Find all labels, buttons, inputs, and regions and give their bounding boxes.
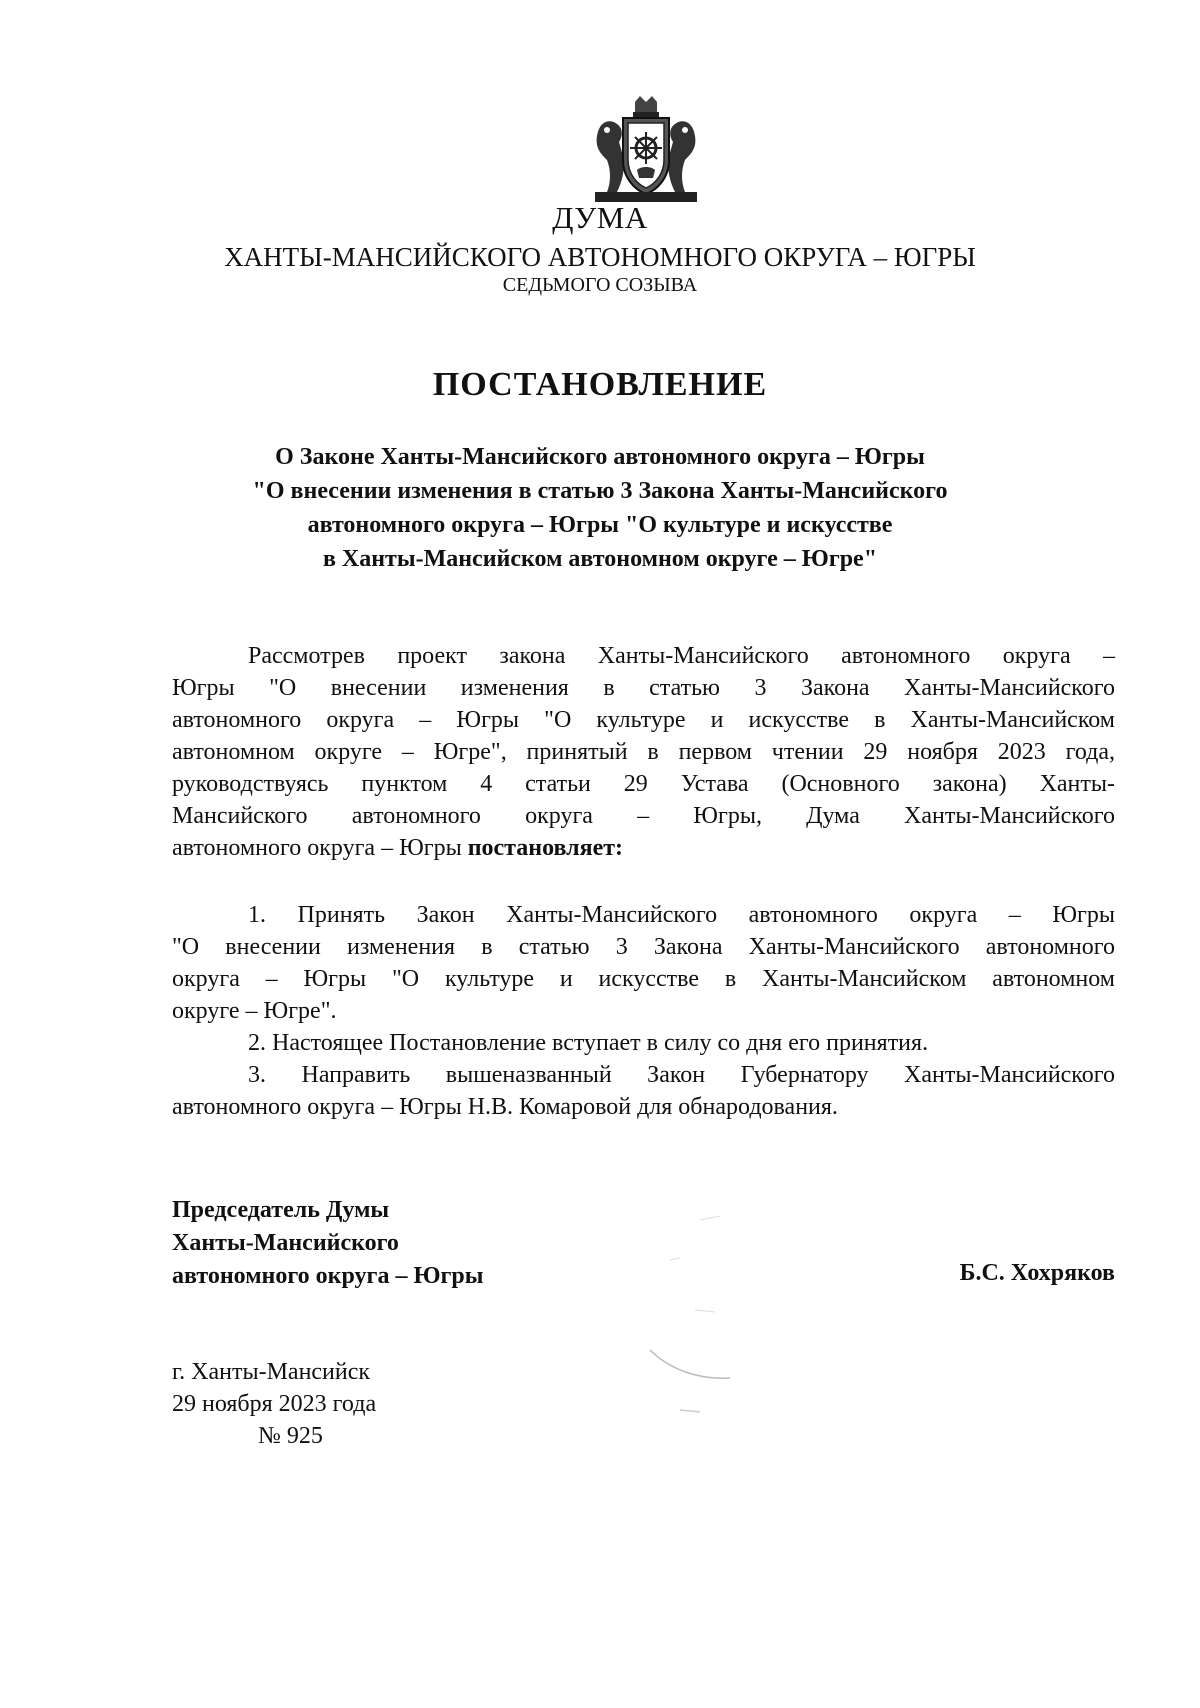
preamble-line-last bbox=[172, 832, 1115, 864]
org-region: ХАНТЫ-МАНСИЙСКОГО АВТОНОМНОГО ОКРУГА – ЮГРЫ bbox=[224, 242, 976, 272]
preamble-paragraph bbox=[172, 640, 1115, 864]
document-footer bbox=[172, 1356, 376, 1452]
document-date: 29 ноября 2023 года bbox=[172, 1391, 377, 1417]
subject-line: в Ханты-Мансийском автономном округе – Югре" bbox=[322, 546, 878, 572]
signatory-position-line: автономного округа – Югры bbox=[172, 1263, 484, 1289]
subject-line: О Законе Ханты-Мансийского автономного округа – Югры bbox=[275, 444, 925, 470]
resolves-keyword: постановляет: bbox=[467, 835, 624, 861]
preamble-line: Мансийского автономного округа – Югры, Дума Ханты-Мансийского bbox=[172, 803, 1115, 829]
document-number: № 925 bbox=[258, 1423, 323, 1449]
preamble-line: Югры "О внесении изменения в статью 3 Закона Ханты-Мансийского bbox=[172, 675, 1115, 701]
document-place: г. Ханты-Мансийск bbox=[172, 1359, 371, 1385]
item-3-line: 3. Направить вышеназванный Закон Губернатору Ханты-Мансийского bbox=[248, 1062, 1115, 1088]
preamble-line: руководствуясь пунктом 4 статьи 29 Устава (Основного закона) Ханты- bbox=[172, 771, 1115, 797]
signatory-name: Б.С. Хохряков bbox=[959, 1260, 1115, 1286]
preamble-line: автономном округе – Югре", принятый в первом чтении 29 ноября 2023 года, bbox=[172, 739, 1115, 765]
item-1-line: "О внесении изменения в статью 3 Закона Ханты-Мансийского автономного bbox=[172, 934, 1115, 960]
preamble-last-text: автономного округа – Югры bbox=[172, 835, 468, 861]
signatory-position-line: Председатель Думы bbox=[172, 1197, 390, 1223]
item-1-line: округе – Югре". bbox=[172, 998, 337, 1024]
subject-line: "О внесении изменения в статью 3 Закона Ханты-Мансийского bbox=[252, 478, 948, 504]
subject-line: автономного округа – Югры "О культуре и искусстве bbox=[307, 512, 893, 538]
convocation: СЕДЬМОГО СОЗЫВА bbox=[502, 274, 698, 296]
preamble-line: Рассмотрев проект закона Ханты-Мансийского автономного округа – bbox=[248, 643, 1115, 669]
item-2: 2. Настоящее Постановление вступает в силу со дня его принятия. bbox=[248, 1030, 929, 1056]
item-1-line: 1. Принять Закон Ханты-Мансийского автономного округа – Югры bbox=[248, 902, 1115, 928]
item-3-line: автономного округа – Югры Н.В. Комаровой для обнародования. bbox=[172, 1094, 838, 1120]
document-type-heading: ПОСТАНОВЛЕНИЕ bbox=[432, 366, 768, 403]
resolution-items bbox=[172, 899, 1115, 1123]
preamble-line: автономного округа – Югры "О культуре и искусстве в Ханты-Мансийском bbox=[172, 707, 1115, 733]
coat-of-arms-icon bbox=[593, 96, 699, 206]
org-name: ДУМА bbox=[552, 200, 648, 235]
document-subject bbox=[150, 440, 1050, 576]
item-1-line: округа – Югры "О культуре и искусстве в Ханты-Мансийском автономном bbox=[172, 966, 1115, 992]
signatory-position-line: Ханты-Мансийского bbox=[172, 1230, 399, 1256]
